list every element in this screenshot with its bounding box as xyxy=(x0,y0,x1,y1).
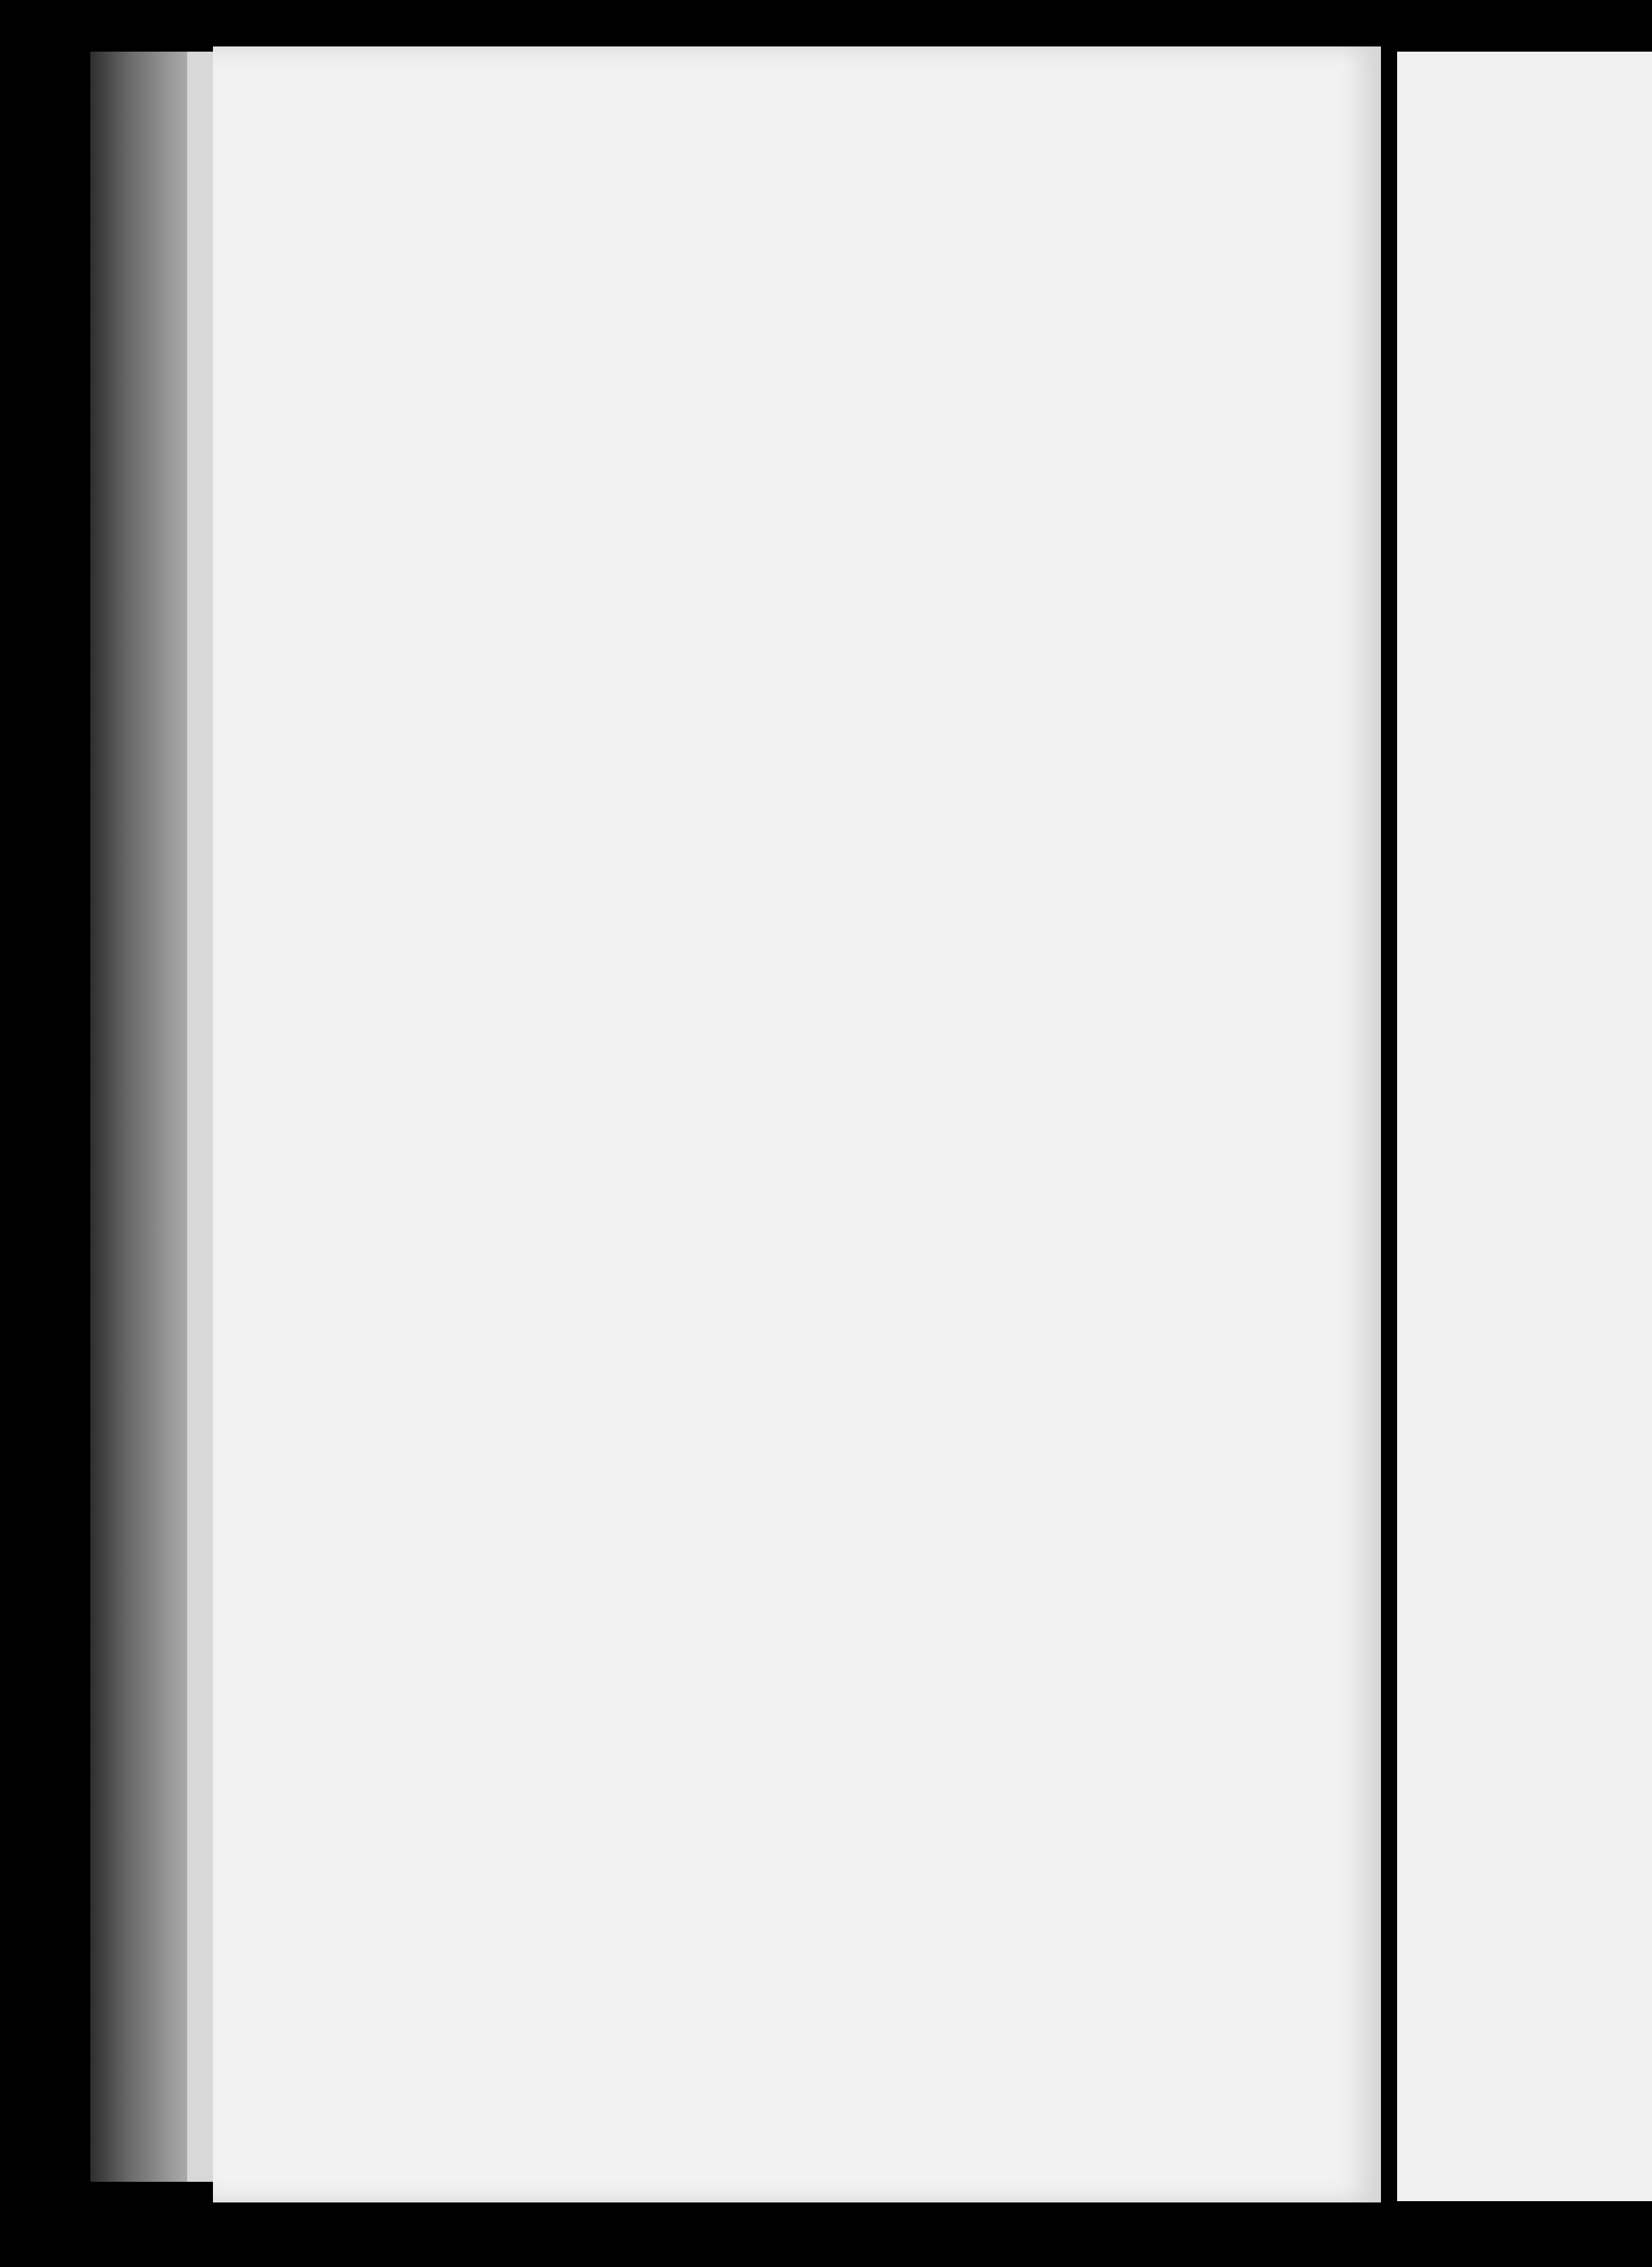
page-header xyxy=(361,185,1362,250)
left-page-text xyxy=(361,185,1362,267)
right-page xyxy=(1397,52,1652,2201)
gutter xyxy=(1381,39,1397,2246)
left-page xyxy=(213,46,1381,2202)
page-edge xyxy=(187,52,213,2182)
